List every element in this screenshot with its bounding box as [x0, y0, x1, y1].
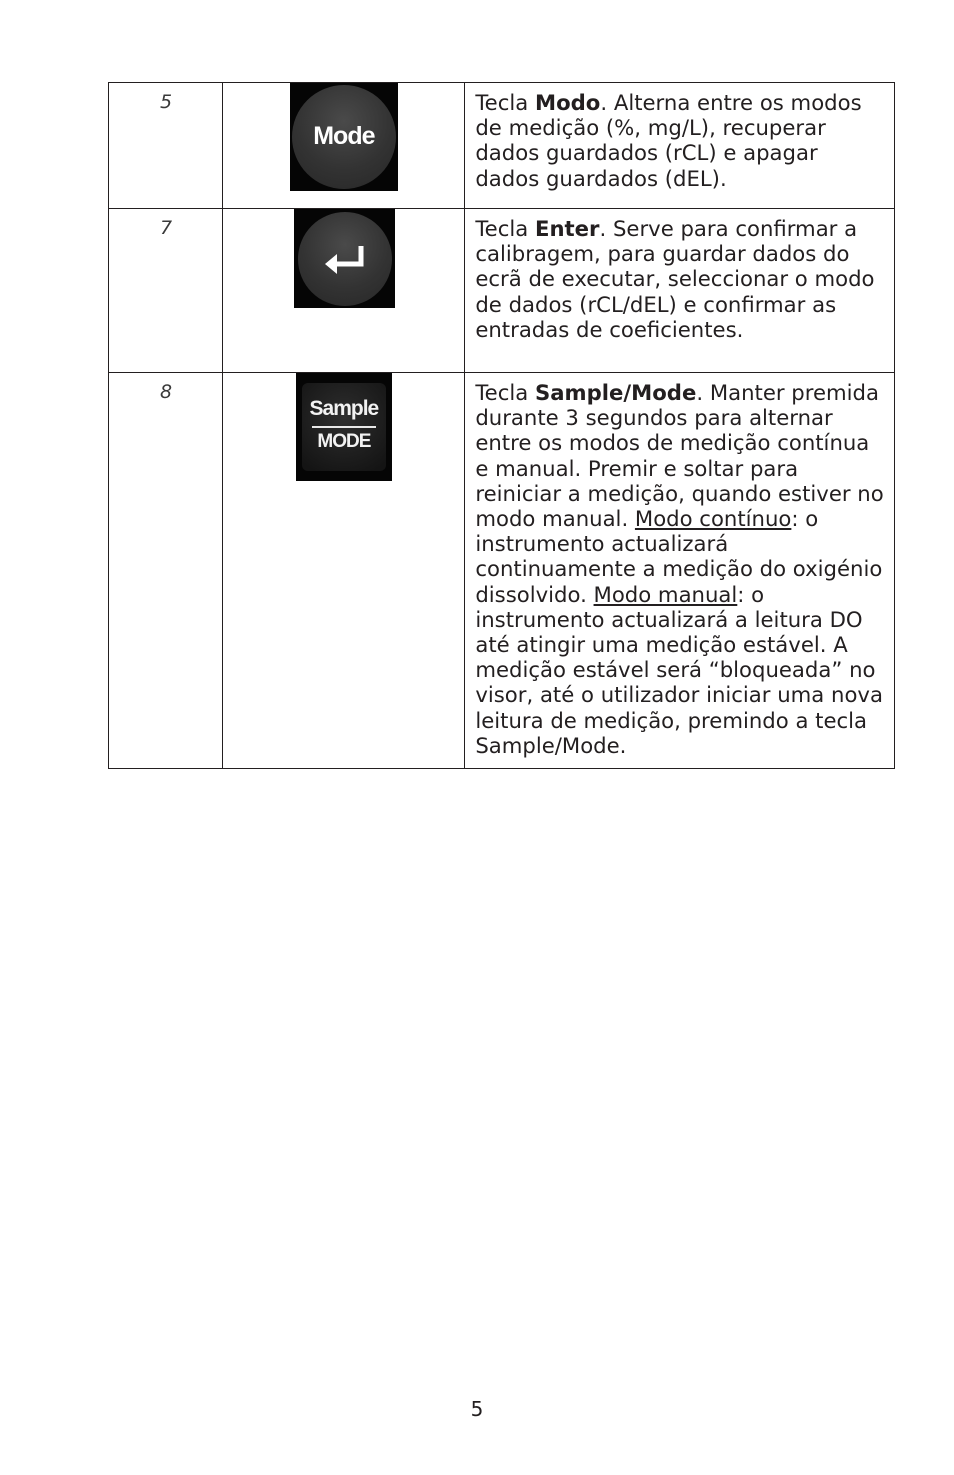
description-cell: [465, 209, 895, 373]
enter-key-icon: [294, 209, 395, 308]
key-name: Modo: [534, 90, 601, 115]
key-image-cell: [223, 209, 465, 373]
key-description: [465, 373, 894, 766]
description-cell: [465, 373, 895, 769]
desc-text: . Serve para confirmar a calibragem, para guardar dados do ecrã de executar, seleccionar o modo de dados (rCL/dEL) e confirmar as entradas de coeficientes.: [475, 216, 875, 342]
enter-arrow-icon: [321, 242, 369, 276]
description-cell: [465, 83, 895, 209]
row-number: 8: [160, 381, 173, 403]
desc-text: . Manter premida durante 3 segundos para alternar entre os modos de medição contínua e manual. Premir e soltar para reiniciar a medição, quando estiver no modo manual.: [475, 380, 884, 532]
key-image-cell: [223, 83, 465, 209]
row-number-cell: [109, 373, 223, 769]
table-row: [109, 209, 895, 373]
sample-key-label-top: Sample: [309, 397, 379, 420]
page-number: 5: [470, 1397, 484, 1421]
key-description: [465, 209, 894, 350]
table-row: [109, 373, 895, 769]
key-description: [465, 83, 894, 199]
desc-prefix: Tecla: [475, 380, 535, 405]
sample-key-label-bottom: MODE: [317, 431, 371, 452]
manual-mode-term: Modo manual: [593, 581, 738, 607]
sample-mode-key-icon: [296, 373, 392, 481]
desc-prefix: Tecla: [475, 90, 535, 115]
desc-text: : o instrumento actualizará a leitura DO até atingir uma medição estável. A medição estável será “bloqueada” no visor, até o utilizador iniciar uma nova leitura de medição, premindo a tecla Sample/Mode.: [475, 581, 883, 758]
row-number-cell: [109, 83, 223, 209]
row-number: 5: [160, 91, 173, 113]
row-number-cell: [109, 209, 223, 373]
mode-key-icon: [290, 83, 398, 191]
key-name: Sample/Mode: [534, 380, 697, 405]
table-row: [109, 83, 895, 209]
desc-text: : o instrumento actualizará continuamente a medição do oxigénio dissolvido.: [475, 506, 883, 607]
continuous-mode-term: Modo contínuo: [634, 506, 792, 532]
keys-table: [108, 82, 895, 769]
row-number: 7: [160, 217, 173, 239]
desc-text: . Alterna entre os modos de medição (%, mg/L), recuperar dados guardados (rCL) e apagar dados guardados (dEL).: [475, 90, 862, 191]
key-name: Enter: [534, 216, 600, 241]
key-image-cell: [223, 373, 465, 769]
mode-key-label: Mode: [313, 121, 375, 150]
desc-prefix: Tecla: [475, 216, 535, 241]
